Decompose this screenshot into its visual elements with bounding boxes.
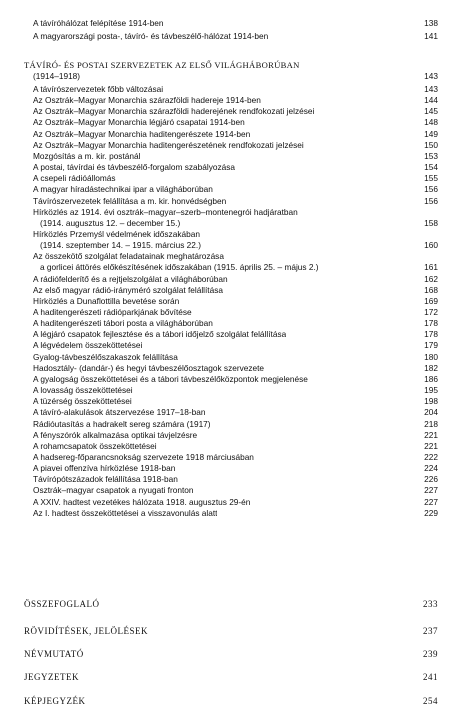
toc-entry-page: 198 (424, 396, 438, 407)
toc-entry-page: 150 (424, 139, 438, 150)
toc-entry-page: 162 (424, 273, 438, 284)
toc-entry-title: A légvédelem összeköttetései (33, 340, 143, 351)
toc-entry-page: 158 (424, 217, 438, 228)
toc-entry (33, 329, 438, 340)
toc-entry-page: 182 (424, 362, 438, 373)
toc-entry-title: a gorlicei áttörés előkészítésének időszakában (1915. április 25. – május 2.) (40, 262, 319, 273)
toc-entry (33, 463, 438, 474)
toc-entry-title: A távíróhálózat felépítése 1914-ben (33, 18, 164, 28)
toc-entry-page: 154 (424, 162, 438, 173)
toc-entry-title: Hírközlés Przemyśl védelmének időszakában (33, 228, 200, 239)
toc-entry-page: 161 (424, 262, 438, 273)
toc-entry (33, 84, 438, 95)
toc-entry-title: A postai, távírdai és távbeszélő-forgalom szabályozása (33, 162, 235, 173)
toc-entry-page: 178 (424, 329, 438, 340)
toc-entry-title: Az első magyar rádió-irányméró szolgálat felállítása (33, 284, 223, 295)
toc-entry (33, 151, 438, 162)
toc-entry (33, 385, 438, 396)
toc-entry-page: 180 (424, 351, 438, 362)
major-entry (24, 598, 438, 610)
toc-entry-page: 195 (424, 385, 438, 396)
toc-entry (33, 251, 438, 262)
toc-entry-title: A haditengerészeti rádióparkjának bővítése (33, 307, 192, 317)
toc-entry (33, 441, 438, 452)
section-title-dates (33, 71, 438, 82)
toc-entry-page (422, 207, 438, 218)
major-entry (24, 648, 438, 660)
toc-entry-page: 160 (424, 240, 438, 251)
major-entry (24, 625, 438, 637)
major-entry-page: 254 (423, 696, 438, 706)
toc-entry-title: Az Osztrák–Magyar Monarchia légjáró csapatai 1914-ben (33, 117, 245, 128)
toc-entry-page: 204 (424, 407, 438, 418)
toc-entry-title: Az Osztrák–Magyar Monarchia szárazföldi haderejének rendfokozati jelzései (33, 106, 315, 117)
toc-entry (33, 196, 438, 207)
toc-entry-page: 218 (424, 418, 438, 429)
toc-entry-page: 221 (424, 429, 438, 440)
toc-entry-title: (1914. augusztus 12. – december 15.) (40, 217, 181, 228)
toc-entry-title: Gyalog-távbeszélőszakaszok felállítása (33, 351, 178, 362)
toc-entry (33, 31, 438, 42)
toc-entry (33, 430, 438, 441)
toc-entry-page (422, 251, 438, 262)
major-entry-page: 241 (423, 672, 438, 682)
toc-entry-title: A csepeli rádióállomás (33, 173, 116, 184)
toc-entry-page (422, 229, 438, 240)
toc-entry-page: 141 (424, 31, 438, 41)
toc-entry-title: A gyalogság összeköttetései és a tábori távbeszélőközpontok megjelenése (33, 373, 308, 384)
toc-entry (33, 485, 438, 496)
toc-entry (33, 140, 438, 151)
toc-entry-title: Az Osztrák–Magyar Monarchia haditengerészetének rendfokozati jelzései (33, 139, 304, 150)
toc-entry (33, 419, 438, 430)
toc-entry-title: A fényszórók alkalmazása optikai távjelzésre (33, 429, 198, 440)
toc-entry (33, 207, 438, 218)
toc-entry-page: 179 (424, 340, 438, 351)
toc-entry (33, 184, 438, 195)
toc-entry (33, 497, 438, 508)
toc-entry-page: 143 (424, 84, 438, 94)
toc-entry-title: Távírószervezetek felállítása a m. kir. honvédségben (33, 195, 227, 206)
toc-entry-title: Az Osztrák–Magyar Monarchia haditengerészete 1914-ben (33, 128, 251, 139)
toc-entry (40, 240, 438, 251)
toc-entry-title: A XXIV. hadtest vezetékes hálózata 1918. augusztus 29-én (33, 496, 251, 507)
toc-entry-page: 222 (424, 451, 438, 462)
toc-entry-title: Az I. hadtest összeköttetései a visszavonulás alatt (33, 507, 218, 518)
toc-entry-title: A tüzérség összeköttetései (33, 396, 132, 407)
toc-entry (33, 129, 438, 140)
toc-entry (33, 318, 438, 329)
toc-entry-page: 148 (424, 117, 438, 128)
toc-entry-page: 156 (424, 184, 438, 195)
toc-entry-title: A magyarországi posta-, távíró- és távbeszélő-hálózat 1914-ben (33, 31, 269, 41)
major-entry (24, 671, 438, 683)
toc-entry-title: Hírközlés a Dunaflottilla bevetése során (33, 295, 180, 306)
major-entry-page: 237 (423, 626, 438, 636)
toc-entry-page: 221 (424, 440, 438, 451)
section-title: TÁVÍRÓ- ÉS POSTAI SZERVEZETEK AZ ELSŐ VILÁGHÁBORÚBAN (24, 60, 300, 70)
toc-entry (33, 296, 438, 307)
toc-entry-title: A magyar híradástechnikai ipar a világháborúban (33, 184, 213, 195)
toc-entry (40, 218, 438, 229)
major-entry-title: NÉVMUTATÓ (24, 649, 84, 659)
toc-entry-title: Hadosztály- (dandár-) és hegyi távbeszélőosztagok szervezete (33, 362, 265, 373)
toc-entry-page: 153 (424, 150, 438, 161)
toc-entry-page: 227 (424, 496, 438, 507)
major-entry (24, 695, 438, 707)
toc-entry-title: Az összekötő szolgálat feladatainak meghatározása (33, 251, 224, 262)
toc-entry-page: 227 (424, 485, 438, 496)
toc-entry (33, 452, 438, 463)
toc-entry-page: 224 (424, 463, 438, 474)
toc-entry-title: A távírószervezetek főbb változásai (33, 84, 164, 94)
toc-entry-page: 155 (424, 173, 438, 184)
toc-entry-page: 172 (424, 307, 438, 317)
toc-entry (33, 274, 438, 285)
toc-entry-title: Távírópótszázadok felállítása 1918-ban (33, 474, 178, 485)
toc-entry (33, 407, 438, 418)
toc-entry (33, 374, 438, 385)
toc-entry-page: 149 (424, 128, 438, 139)
toc-entry-page: 156 (424, 195, 438, 206)
toc-entry-page: 138 (424, 18, 438, 28)
toc-entry (33, 396, 438, 407)
toc-entry-title: A távíró-alakulások átszervezése 1917–18-ban (33, 407, 206, 418)
toc-entry (33, 307, 438, 318)
toc-entry (33, 173, 438, 184)
toc-entry (33, 117, 438, 128)
toc-entry-title: Osztrák–magyar csapatok a nyugati fronton (33, 485, 194, 496)
toc-entry-title: A rádiófelderítő és a rejtjelszolgálat a világháborúban (33, 273, 228, 284)
toc-entry-page: 168 (424, 284, 438, 295)
section-title-page: 143 (424, 71, 438, 81)
toc-entry (33, 18, 438, 29)
toc-entry-title: A haditengerészeti tábori posta a világháborúban (33, 318, 213, 329)
toc-entry (40, 262, 438, 273)
toc-entry-title: A lovasság összeköttetései (33, 385, 133, 396)
toc-entry (33, 508, 438, 519)
toc-entry-title: A légjáró csapatok fejlesztése és a tábori időjelző szolgálat felállítása (33, 329, 287, 340)
toc-entry-title: Az Osztrák–Magyar Monarchia szárazföldi hadereje 1914-ben (33, 95, 261, 106)
major-entry-title: RÖVIDÍTÉSEK, JELÖLÉSEK (24, 626, 148, 636)
toc-entry-page: 226 (424, 474, 438, 485)
major-entry-title: KÉPJEGYZÉK (24, 696, 86, 706)
toc-entry (33, 95, 438, 106)
toc-entry-title: A piavei offenzíva hírközlése 1918-ban (33, 463, 176, 474)
toc-entry-page: 229 (424, 507, 438, 518)
toc-entry-page: 186 (424, 373, 438, 384)
toc-entry (33, 363, 438, 374)
toc-entry-title: Rádióutasítás a hadrakelt sereg számára (1917) (33, 418, 211, 429)
major-entry-page: 233 (423, 599, 438, 609)
toc-entry-title: (1914. szeptember 14. – 1915. március 22.) (40, 240, 201, 251)
toc-entry (33, 340, 438, 351)
toc-entry (33, 162, 438, 173)
toc-entry-page: 145 (424, 106, 438, 117)
section-title-dates-text: (1914–1918) (33, 71, 81, 81)
toc-entry-title: Mozgósítás a m. kir. postánál (33, 150, 141, 161)
toc-entry-title: Hírközlés az 1914. évi osztrák–magyar–szerb–montenegrói hadjáratban (33, 206, 298, 217)
toc-entry (33, 106, 438, 117)
major-entry-title: ÖSSZEFOGLALÓ (24, 599, 100, 609)
major-entry-title: JEGYZETEK (24, 672, 79, 682)
major-entry-page: 239 (423, 649, 438, 659)
toc-entry-title: A hadsereg-főparancsnokság szervezete 1918 márciusában (33, 451, 254, 462)
toc-entry-title: A rohamcsapatok összeköttetései (33, 440, 157, 451)
toc-entry (33, 352, 438, 363)
toc-entry-page: 144 (424, 95, 438, 106)
toc-entry (33, 474, 438, 485)
toc-entry-page: 178 (424, 318, 438, 329)
toc-entry (33, 285, 438, 296)
toc-entry-page: 169 (424, 295, 438, 306)
toc-entry (33, 229, 438, 240)
